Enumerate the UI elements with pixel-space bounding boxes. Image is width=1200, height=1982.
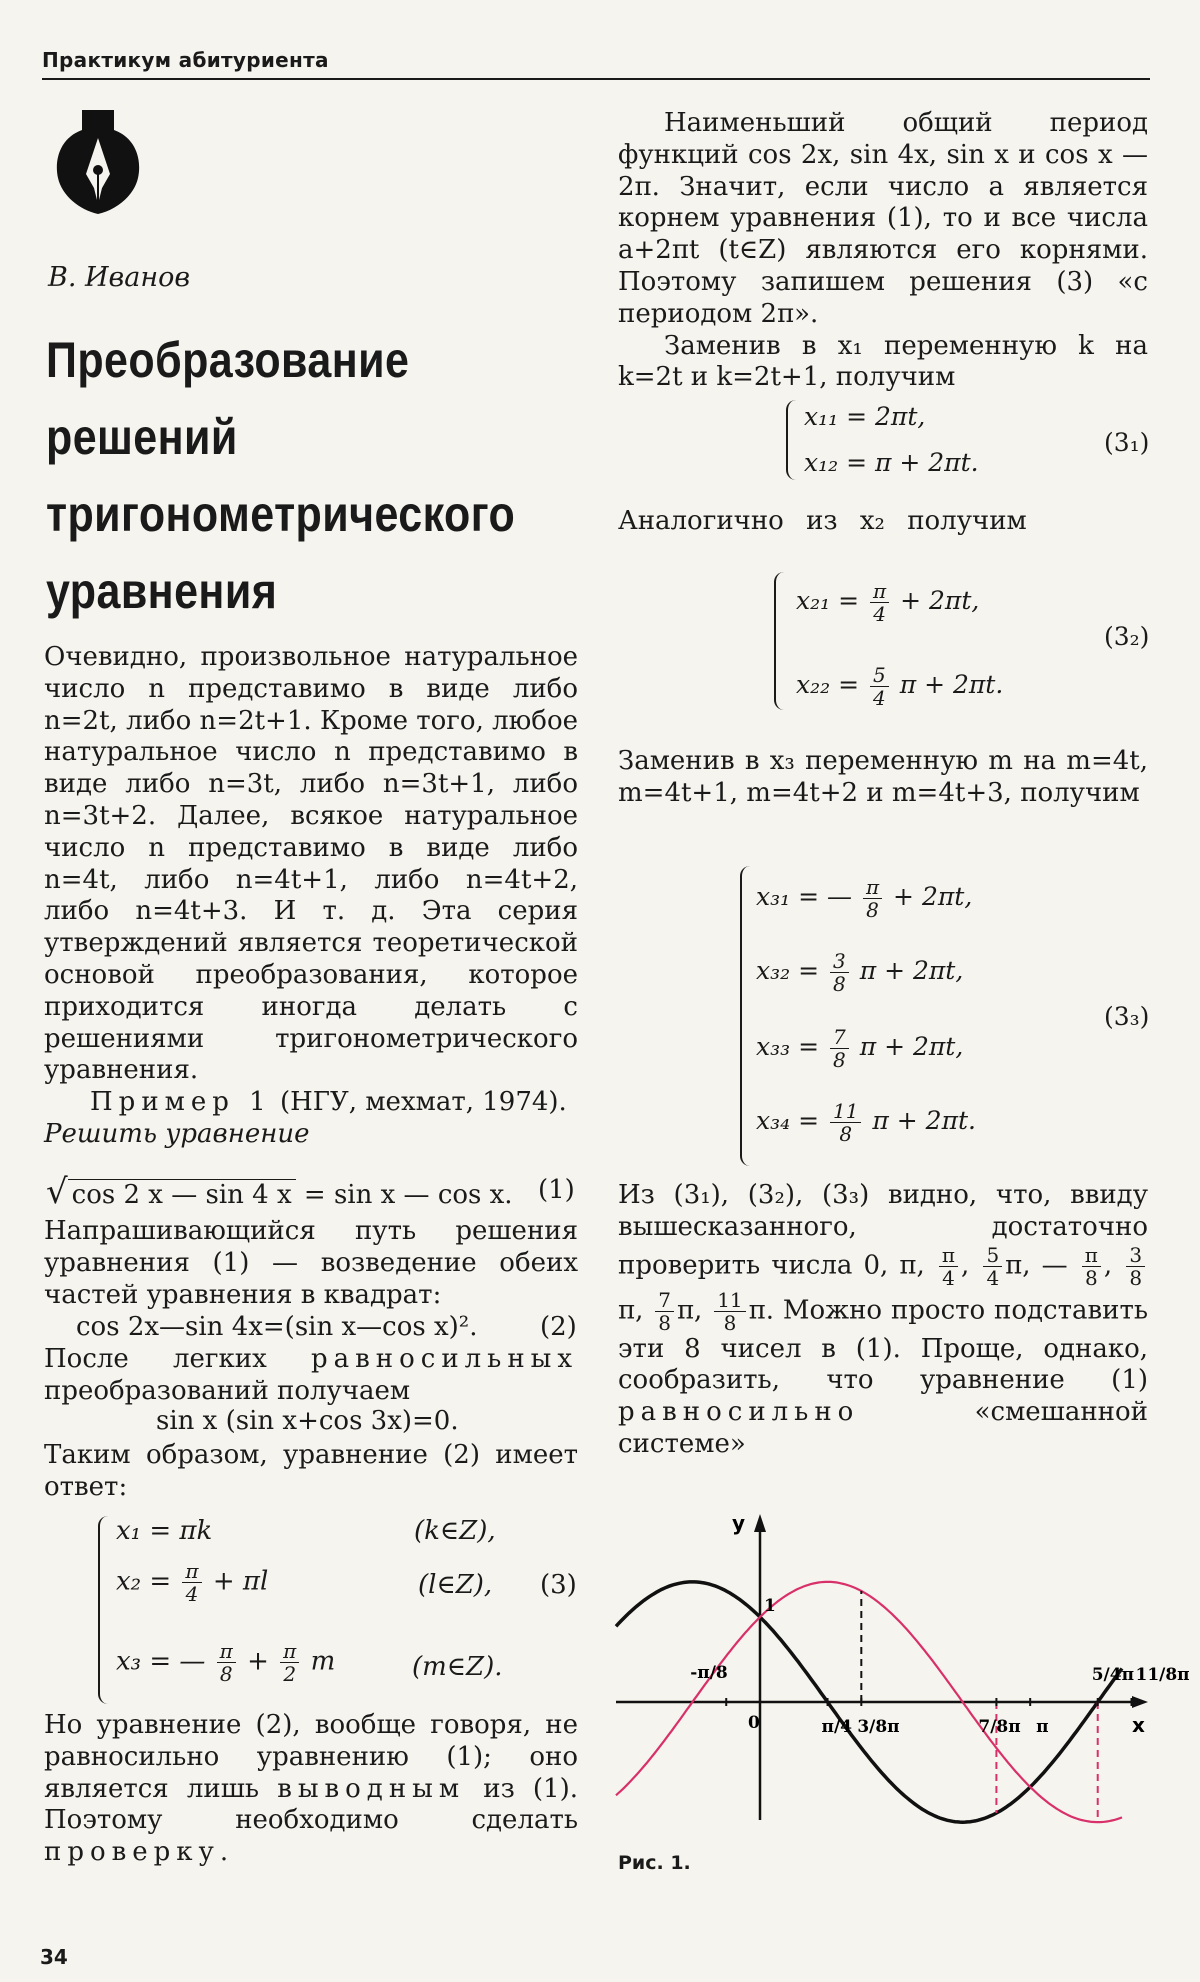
equation-1-number: (1)	[538, 1175, 575, 1205]
num: π	[182, 1560, 201, 1583]
num: 11	[830, 1100, 861, 1123]
den: 8	[1084, 1265, 1098, 1290]
den: 8	[833, 972, 846, 996]
x3-mid: +	[247, 1646, 269, 1677]
tick-label: -π/8	[690, 1663, 728, 1683]
intro-paragraph: Очевидно, произвольное натуральное число n представимо в виде либо n=2t, либо n=2t+1. Кроме того, любое натуральное число n представимо в виде либо n=3t, либо n=3t+1, либо n=3t+2. Далее, всякое натуральное число n представимо в виде либо n=4t, либо n=4t+1, либо n=4t+2, либо n=4t+3. И т. д. Эта серия утверждений является теоретической основой преобразования, которое приходится иногда делать с решениями тригонометрического уравнения.	[44, 642, 578, 1086]
left-column-mid	[44, 1216, 578, 1311]
equation-2: cos 2x—sin 4x=(sin x—cos x)².	[76, 1312, 478, 1342]
den: 2	[283, 1662, 297, 1686]
article-title: Преобразование решений тригонометрического уравнения	[46, 332, 516, 619]
x21-rhs: + 2πt,	[900, 586, 980, 615]
final-spaced-2: проверку.	[44, 1837, 235, 1868]
pi-over-8	[1082, 1244, 1101, 1289]
right-column	[618, 108, 1148, 394]
system-33-row-4	[756, 1100, 976, 1145]
system-32-brace	[774, 572, 786, 710]
x33-lhs: x₃₃ =	[756, 1032, 820, 1061]
eleven-over-8	[714, 1289, 745, 1334]
den: 8	[219, 1662, 233, 1686]
left-final	[44, 1710, 578, 1869]
den: 8	[658, 1310, 671, 1335]
system-32-row-1	[796, 580, 979, 625]
pi-over-2	[280, 1640, 299, 1685]
system-3-row-2-cond: (l∈Z),	[418, 1570, 493, 1600]
pi-over-4	[870, 580, 889, 625]
equation-1-lhs: cos 2 x — sin 4 x	[68, 1179, 296, 1210]
num: π	[939, 1244, 958, 1267]
x3-lhs: x₃ = —	[116, 1646, 206, 1677]
author-name: В. Иванов	[48, 262, 191, 293]
den: 8	[833, 1048, 846, 1072]
den: 4	[986, 1265, 1000, 1290]
system-33-row-2	[756, 950, 963, 995]
tick-label: π	[1036, 1717, 1049, 1737]
x32-rhs: π + 2πt,	[859, 956, 964, 985]
final-2: из (1). Поэтому необходимо сделать	[44, 1773, 578, 1836]
period-paragraph: Наименьший общий период функций cos 2x, sin 4x, sin x и cos x — 2π. Значит, если число a является корнем уравнения (1), то и все числа a+2πt (t∈Z) являются его корнями. Поэтому запишем решения (3) «с периодом 2π».	[618, 108, 1148, 329]
den: 4	[873, 686, 886, 710]
left-answer	[44, 1440, 578, 1504]
tick-label: 5/4π	[1091, 1665, 1135, 1685]
x-axis-label: x	[1132, 1713, 1145, 1737]
x21-lhs: x₂₁ =	[796, 586, 860, 615]
x2-lhs: x₂ =	[116, 1566, 172, 1597]
equation-sin: sin x (sin x+cos 3x)=0.	[156, 1406, 459, 1436]
five-over-4	[983, 1244, 1002, 1289]
tick-label: 1	[764, 1596, 776, 1617]
tick-label: 0	[748, 1713, 760, 1733]
example-label: Пример 1	[90, 1087, 272, 1118]
num: π	[863, 876, 882, 899]
system-33-row-3	[756, 1026, 963, 1071]
den: 8	[723, 1310, 737, 1335]
x33-rhs: π + 2πt,	[859, 1032, 964, 1061]
right-replace3	[618, 746, 1148, 810]
x34-lhs: x₃₄ =	[756, 1106, 820, 1135]
system-3-row-1: x₁ = πk	[116, 1516, 213, 1546]
system-31-row-1: x₁₁ = 2πt,	[804, 402, 926, 431]
num: 5	[870, 664, 889, 687]
num: π	[217, 1640, 236, 1663]
check-3: Можно просто подставить эти 8 чисел в (1). Проще, однако, сообразить, что уравнение (1)	[618, 1295, 1148, 1396]
square-paragraph: Напрашивающийся путь решения уравнения (1) — возведение обеих частей уравнения в квадрат:	[44, 1216, 578, 1310]
system-31-number: (3₁)	[1104, 428, 1150, 457]
x2-rhs: + πl	[212, 1566, 269, 1597]
after-spaced: равносильных	[311, 1344, 579, 1374]
figure-1-chart	[612, 1510, 1190, 1840]
system-3-number: (3)	[540, 1570, 577, 1600]
pi-over-4	[939, 1244, 958, 1289]
final-paragraph	[44, 1710, 578, 1869]
example-source: (НГУ, мехмат, 1974).	[279, 1087, 567, 1118]
after-paragraph	[44, 1344, 578, 1408]
task-text: Решить уравнение	[44, 1118, 310, 1149]
header-rule	[42, 78, 1150, 80]
after-pre: После легких	[44, 1344, 267, 1374]
num: 11	[714, 1289, 745, 1312]
figure-caption: Рис. 1.	[618, 1852, 691, 1874]
num: π	[870, 580, 889, 603]
seven-over-8	[655, 1289, 674, 1334]
three-over-8	[1126, 1244, 1145, 1289]
example-heading	[44, 1087, 578, 1119]
after-post: преобразований получаем	[44, 1375, 411, 1406]
final-spaced: выводным	[277, 1773, 466, 1804]
system-31-row-2: x₁₂ = π + 2πt.	[804, 448, 979, 477]
den: 4	[185, 1582, 199, 1606]
tick-label: 7/8π	[978, 1717, 1021, 1737]
section-header: Практикум абитуриента	[42, 48, 329, 72]
system-3-row-1-cond: (k∈Z),	[414, 1516, 496, 1546]
system-33-row-1	[756, 876, 972, 921]
equation-1-rhs: = sin x — cos x.	[303, 1180, 513, 1210]
page-number: 34	[40, 1945, 68, 1969]
den: 8	[839, 1122, 853, 1146]
x-axis-arrow	[1132, 1696, 1148, 1708]
den: 8	[1129, 1265, 1143, 1290]
x31-rhs: + 2πt,	[893, 882, 973, 911]
eleven-over-8	[830, 1100, 861, 1145]
pi-over-4	[182, 1560, 201, 1605]
num: π	[280, 1640, 299, 1663]
left-after	[44, 1344, 578, 1408]
den: 4	[942, 1265, 955, 1290]
tick-label: 11/8π	[1135, 1665, 1190, 1685]
y-axis-label: y	[732, 1511, 746, 1535]
system-33-number: (3₃)	[1104, 1002, 1150, 1031]
seven-over-8	[830, 1026, 849, 1071]
system-32-row-2	[796, 664, 1003, 709]
equation-2-number: (2)	[540, 1312, 577, 1342]
equation-1: √ cos 2 x — sin 4 x = sin x — cos x.	[46, 1172, 513, 1212]
pen-nib-logo-icon	[52, 108, 144, 216]
num: 5	[983, 1244, 1002, 1267]
y-axis-arrow	[754, 1514, 766, 1532]
check-2: π, —	[1005, 1250, 1068, 1281]
left-column	[44, 642, 578, 1151]
check-1: Из (3₁), (3₂), (3₃) видно, что, ввиду вышесказанного, достаточно проверить числа 0, π,	[618, 1180, 1148, 1281]
system-3-row-3	[116, 1640, 335, 1685]
x32-lhs: x₃₂ =	[756, 956, 820, 985]
x34-rhs: π + 2πt.	[872, 1106, 977, 1135]
final-1: Но уравнение (2), вообще говоря, не равносильно уравнению (1); оно является лишь	[44, 1710, 578, 1804]
check-paragraph: Из (3₁), (3₂), (3₃) видно, что, ввиду вышесказанного, достаточно проверить числа 0, π, $\frac{\pi}{4}$ , $\frac{5}{4}$ π, — $\frac{\pi}{8}$ , $\frac{3}{8}$ π, $\frac{7}{8}$ π, $\frac{11}{8}$ π. Можно просто подставить эти 8 чисел в (1). Проще, однако, сообразить, что уравнение (1) равносильно «смешанной системе»	[618, 1180, 1148, 1459]
system-3-row-2	[116, 1560, 268, 1605]
answer-paragraph: Таким образом, уравнение (2) имеет ответ:	[44, 1440, 578, 1502]
pi-over-8	[217, 1640, 236, 1685]
num: 3	[1126, 1244, 1145, 1267]
num: π	[1082, 1244, 1101, 1267]
three-over-8	[830, 950, 849, 995]
num: 3	[830, 950, 849, 973]
replace-paragraph: Заменив в x₁ переменную k на k=2t и k=2t+1, получим	[618, 330, 1148, 393]
system-33-brace	[740, 866, 752, 1166]
x31-lhs: x₃₁ = —	[756, 882, 852, 911]
right-check	[618, 1180, 1148, 1461]
x22-rhs: π + 2πt.	[899, 670, 1004, 699]
pi-over-8	[863, 876, 882, 921]
system-3-row-3-cond: (m∈Z).	[412, 1652, 503, 1682]
five-over-4	[870, 664, 889, 709]
tick-label: π/4	[821, 1717, 853, 1737]
tick-label: 3/8π	[857, 1717, 900, 1737]
system-32-number: (3₂)	[1104, 622, 1150, 651]
check-4: «смешанной системе»	[618, 1397, 1148, 1459]
den: 8	[866, 898, 879, 922]
x3-rhs: m	[310, 1646, 336, 1677]
den: 4	[873, 602, 886, 626]
system-3-brace	[98, 1516, 110, 1704]
x22-lhs: x₂₂ =	[796, 670, 860, 699]
system-31-brace	[786, 400, 798, 480]
num: 7	[655, 1289, 674, 1312]
analog-paragraph: Аналогично из x₂ получим	[618, 506, 1027, 536]
replace3-paragraph: Заменив в x₃ переменную m на m=4t, m=4t+1, m=4t+2 и m=4t+3, получим	[618, 746, 1148, 808]
num: 7	[830, 1026, 849, 1049]
check-spaced: равносильно	[618, 1397, 860, 1428]
